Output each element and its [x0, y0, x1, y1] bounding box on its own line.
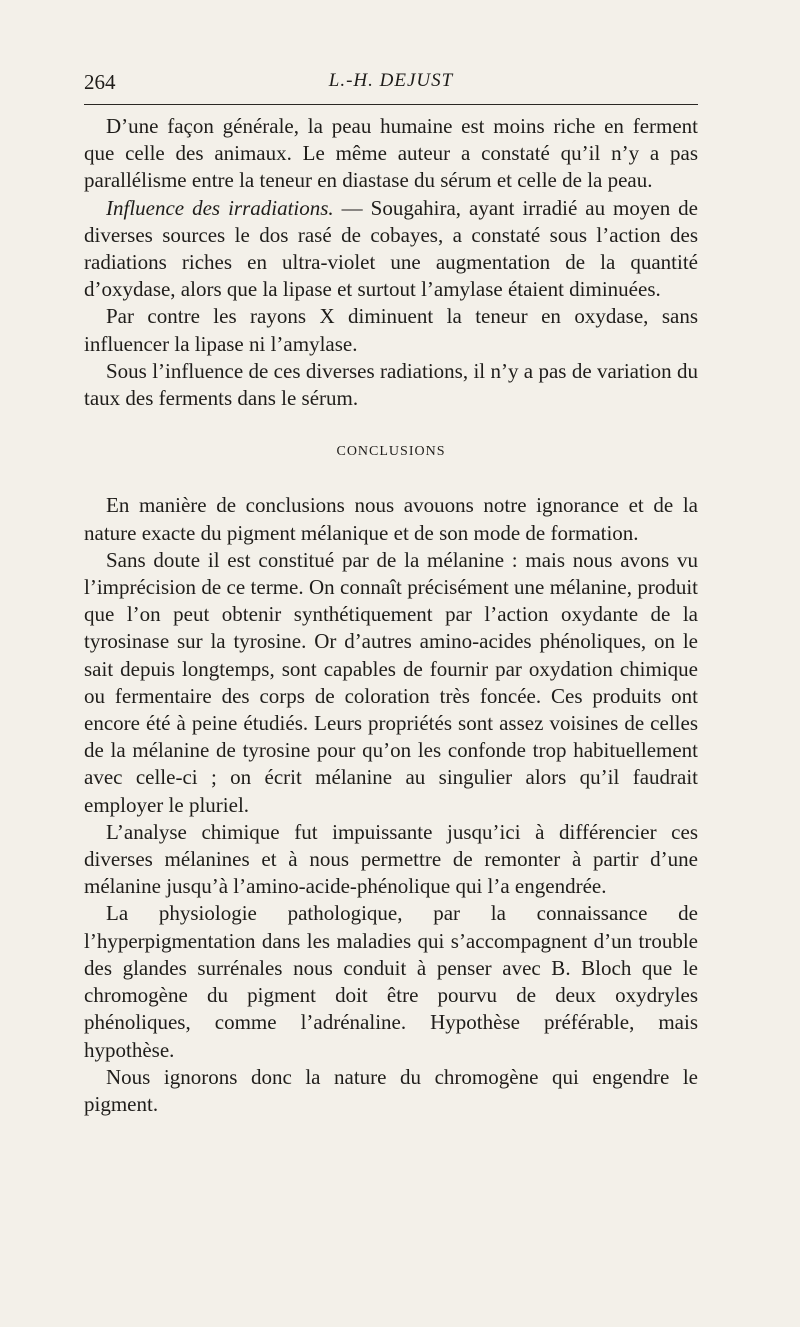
body-text [84, 113, 698, 1118]
page-header [84, 70, 698, 98]
header-rule [84, 104, 698, 105]
paragraph: La physiologie pathologique, par la connaissance de l’hyperpigmentation dans les maladies qui s’accompagnent d’un trouble des glandes surrénales nous conduit à penser avec B. Bloch que le chromogène du pigment doit être pourvu de deux oxydryles phénoliques, comme l’adrénaline. Hypothèse préférable, mais hypothèse. [84, 901, 698, 1062]
paragraph: Sous l’influence de ces diverses radiations, il n’y a pas de variation du taux des ferments dans le sérum. [84, 358, 698, 411]
paragraph: Nous ignorons donc la nature du chromogène qui engendre le pigment. [84, 1064, 698, 1116]
section-heading: CONCLUSIONS [336, 444, 446, 460]
paragraph: L’analyse chimique fut impuissante jusqu’ici à différencier ces diverses mélanines et à nous permettre de remonter à partir d’une mélanine jusqu’à l’amino-acide-phénolique qui l’a engendrée. [84, 819, 698, 899]
italic-subheading: Influence des irradiations. [106, 195, 334, 220]
paragraph: Par contre les rayons X diminuent la teneur en oxydase, sans influencer la lipase ni l’amylase. [84, 304, 698, 356]
paragraph-text: — Sougahira, ayant irradié au moyen de diverses sources le dos rasé de cobayes, a constaté sous l’action des radiations riches en ultra-violet une augmentation de la quantité d’oxydase, alors que la lipase et surtout l’amylase étaient diminuées. [84, 195, 698, 302]
running-title: L.-H. DEJUST [328, 70, 454, 91]
paragraph: D’une façon générale, la peau humaine est moins riche en ferment que celle des animaux. Le même auteur a constaté qu’il n’y a pas parallélisme entre la teneur en diastase du sérum et celle de la peau. [84, 114, 698, 193]
paragraph: Sans doute il est constitué par de la mélanine : mais nous avons vu l’imprécision de ce terme. On connaît précisément une mélanine, produit que l’on peut obtenir synthétiquement par l’action oxydante de la tyrosinase sur la tyrosine. Or d’autres amino-acides phénoliques, on le sait depuis longtemps, sont capables de fournir par oxydation chimique ou fermentaire des corps de coloration très foncée. Ces produits ont encore été à peine étudiés. Leurs propriétés sont assez voisines de celles de la mélanine de tyrosine pour qu’on les confonde trop habituellement avec celle-ci ; on écrit mélanine au singulier alors qu’il faudrait employer le pluriel. [84, 547, 698, 817]
page-number: 264 [84, 70, 116, 94]
paragraph [84, 195, 698, 304]
paragraph: En manière de conclusions nous avouons notre ignorance et de la nature exacte du pigment mélanique et de son mode de formation. [84, 493, 698, 545]
